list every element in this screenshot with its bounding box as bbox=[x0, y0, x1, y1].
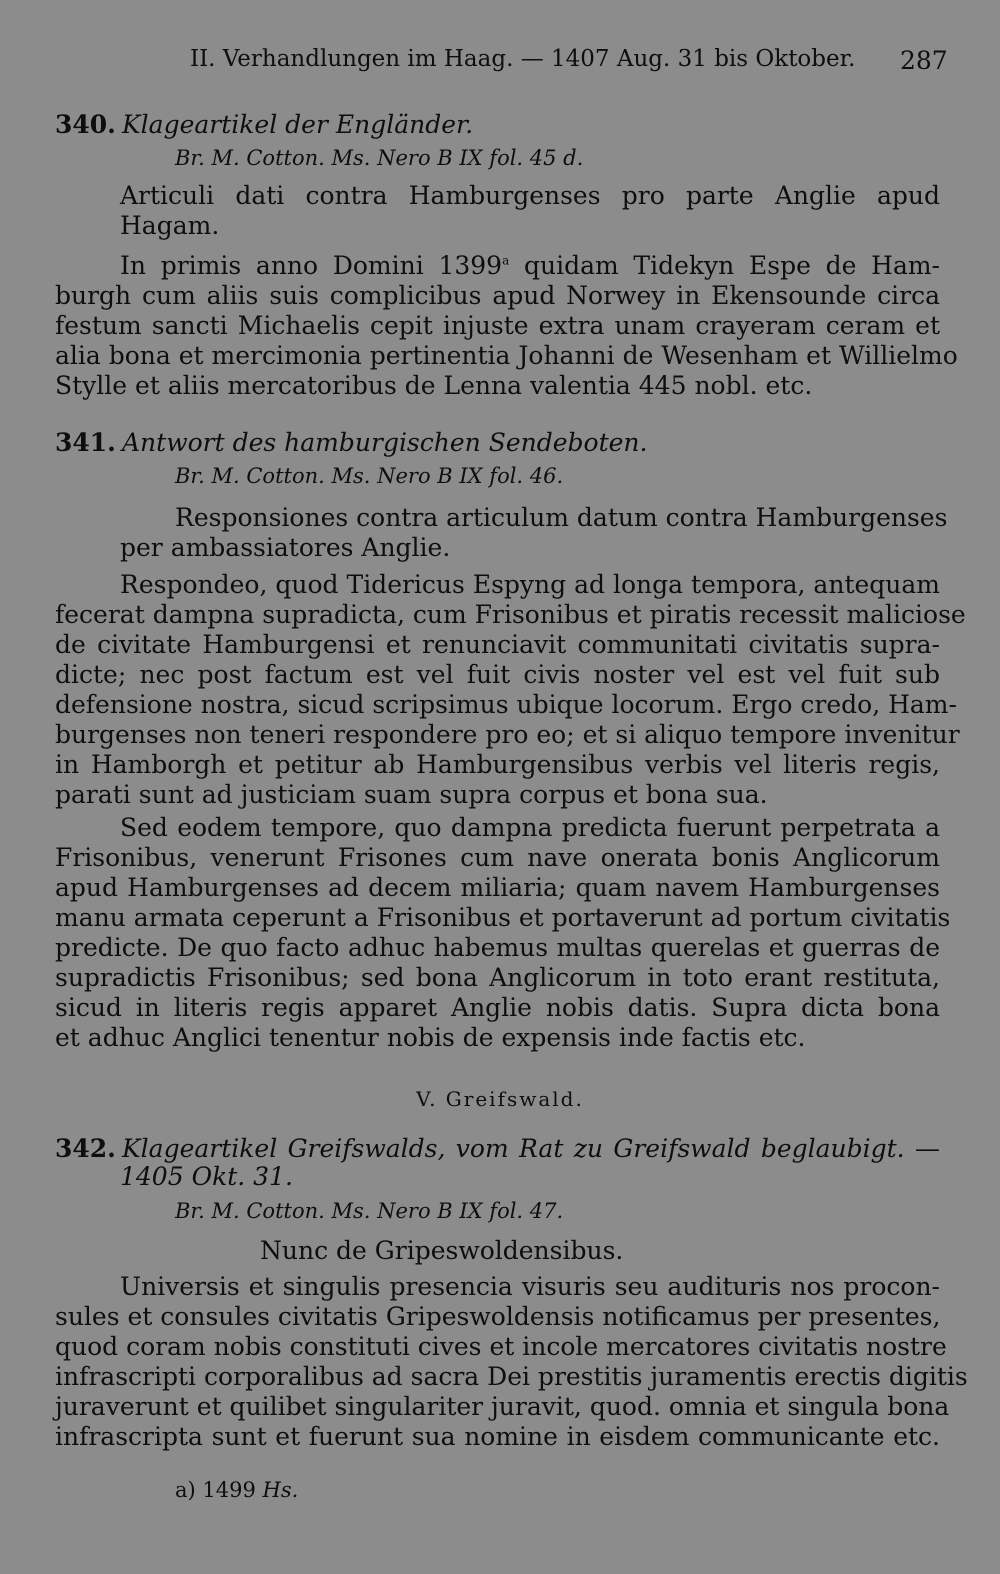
body-line: supradictis Frisonibus; sed bona Anglicorum in toto erant restituta, bbox=[55, 963, 940, 992]
body-line: predicte. De quo facto adhuc habemus multas querelas et guerras de bbox=[55, 933, 940, 962]
body-line: juraverunt et quilibet singulariter juravit, quod. omnia et singula bona bbox=[55, 1392, 950, 1421]
body-line: in Hamborgh et petitur ab Hamburgensibus verbis vel literis regis, bbox=[55, 750, 940, 779]
body-line: dicte; nec post factum est vel fuit civis noster vel est vel fuit sub bbox=[55, 660, 940, 689]
body-line: Frisonibus, venerunt Frisones cum nave onerata bonis Anglicorum bbox=[55, 843, 940, 872]
page-number: 287 bbox=[900, 46, 948, 75]
running-title: II. Verhandlungen im Haag. — 1407 Aug. 31 bis Oktober. bbox=[190, 46, 856, 72]
doc-title: Klageartikel der Engländer. bbox=[122, 110, 474, 139]
body-line: manu armata ceperunt a Frisonibus et portaverunt ad portum civitatis bbox=[55, 903, 951, 932]
doc-number: 342. bbox=[55, 1134, 116, 1163]
body-line: parati sunt ad justiciam suam supra corpus et bona sua. bbox=[55, 780, 768, 809]
section-heading: V. Greifswald. bbox=[416, 1087, 584, 1111]
heading-line: Articuli dati contra Hamburgenses pro parte Anglie apud bbox=[120, 181, 940, 210]
footnote-label: a) 1499 bbox=[175, 1478, 256, 1502]
body-line: alia bona et mercimonia pertinentia Johanni de Wesenham et Willielmo bbox=[55, 341, 958, 370]
body-line: Universis et singulis presencia visuris seu audituris nos procon- bbox=[120, 1272, 940, 1301]
source-reference: Br. M. Cotton. Ms. Nero B IX fol. 46. bbox=[175, 464, 564, 488]
heading-line: Nunc de Gripeswoldensibus. bbox=[260, 1236, 624, 1265]
body-line: et adhuc Anglici tenentur nobis de expensis inde factis etc. bbox=[55, 1023, 806, 1052]
body-line: Stylle et aliis mercatoribus de Lenna valentia 445 nobl. etc. bbox=[55, 371, 813, 400]
body-line: fecerat dampna supradicta, cum Frisonibus et piratis recessit maliciose bbox=[55, 600, 966, 629]
doc-title-date: 1405 Okt. 31. bbox=[120, 1162, 293, 1191]
footnote-mark: a bbox=[502, 253, 510, 268]
body-line: infrascripta sunt et fuerunt sua nomine in eisdem communicante etc. bbox=[55, 1422, 940, 1451]
body-line: sules et consules civitatis Gripeswoldensis notificamus per presentes, bbox=[55, 1302, 941, 1331]
body-line: infrascripti corporalibus ad sacra Dei prestitis juramentis erectis digitis bbox=[55, 1362, 968, 1391]
heading-line: per ambassiatores Anglie. bbox=[120, 533, 451, 562]
body-line: In primis anno Domini 1399$^a$ quidam Tidekyn Espe de Ham- bbox=[120, 251, 941, 280]
body-line: de civitate Hamburgensi et renunciavit communitati civitatis supra- bbox=[55, 630, 940, 659]
footnote bbox=[175, 1480, 298, 1501]
body-line: quod coram nobis constituti cives et incole mercatores civitatis nostre bbox=[55, 1332, 947, 1361]
doc-title: Klageartikel Greifswalds, vom Rat zu Greifswald beglaubigt. — bbox=[122, 1134, 940, 1163]
heading-line: Hagam. bbox=[120, 211, 220, 240]
body-line: Respondeo, quod Tidericus Espyng ad longa tempora, antequam bbox=[120, 570, 940, 599]
body-line: defensione nostra, sicud scripsimus ubique locorum. Ergo credo, Ham- bbox=[55, 690, 957, 719]
body-line: burgenses non teneri respondere pro eo; et si aliquo tempore invenitur bbox=[55, 720, 960, 749]
doc-number: 341. bbox=[55, 428, 116, 457]
source-reference: Br. M. Cotton. Ms. Nero B IX fol. 47. bbox=[175, 1199, 564, 1223]
doc-number: 340. bbox=[55, 110, 116, 139]
footnote-source: Hs. bbox=[262, 1478, 299, 1502]
body-line: sicud in literis regis apparet Anglie nobis datis. Supra dicta bona bbox=[55, 993, 940, 1022]
body-line: burgh cum aliis suis complicibus apud Norwey in Ekensounde circa bbox=[55, 281, 940, 310]
body-line: apud Hamburgenses ad decem miliaria; quam navem Hamburgenses bbox=[55, 873, 940, 902]
body-line: festum sancti Michaelis cepit injuste extra unam crayeram ceram et bbox=[55, 311, 940, 340]
heading-line: Responsiones contra articulum datum contra Hamburgenses bbox=[175, 503, 948, 532]
body-line: Sed eodem tempore, quo dampna predicta fuerunt perpetrata a bbox=[120, 813, 940, 842]
doc-title: Antwort des hamburgischen Sendeboten. bbox=[122, 428, 648, 457]
source-reference: Br. M. Cotton. Ms. Nero B IX fol. 45 d. bbox=[175, 146, 584, 170]
